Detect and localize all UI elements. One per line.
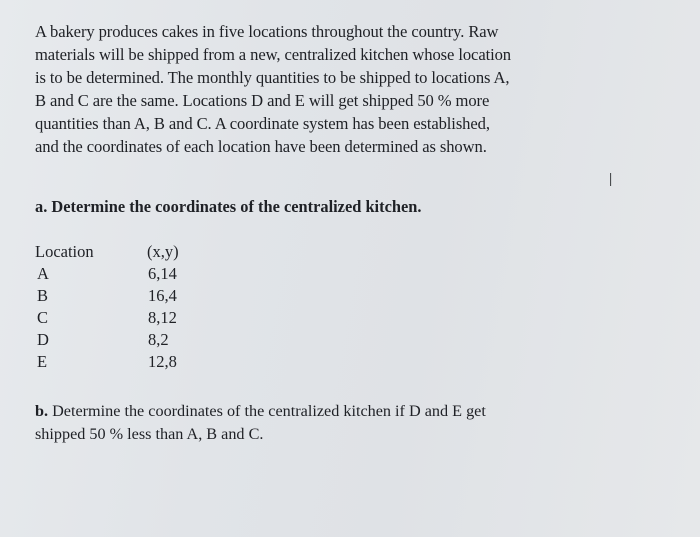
question-b-line	[35, 400, 486, 423]
question-a: a. Determine the coordinates of the centralized kitchen.	[35, 197, 422, 216]
question-b-label: b.	[35, 402, 49, 420]
coords-cell: 8,2	[148, 330, 169, 349]
question-b-text: Determine the coordinates of the centralized kitchen if D and E get	[48, 402, 486, 420]
problem-line: A bakery produces cakes in five locations throughout the country. Raw	[35, 22, 499, 41]
table-row	[35, 263, 208, 285]
table-row	[35, 329, 208, 351]
question-b-line: shipped 50 % less than A, B and C.	[35, 425, 264, 443]
location-cell: A	[37, 264, 49, 283]
location-table	[35, 241, 208, 373]
problem-line: is to be determined. The monthly quantities to be shipped to locations A,	[35, 68, 510, 87]
problem-line: materials will be shipped from a new, centralized kitchen whose location	[35, 45, 512, 64]
coords-cell: 6,14	[148, 264, 177, 283]
coords-cell: 8,12	[148, 308, 177, 327]
table-header-row	[35, 241, 208, 263]
problem-line: B and C are the same. Locations D and E will get shipped 50 % more	[35, 91, 490, 110]
location-cell: C	[37, 308, 49, 327]
coords-cell: 16,4	[148, 286, 177, 305]
problem-line: quantities than A, B and C. A coordinate system has been established,	[35, 114, 490, 133]
table-row	[35, 285, 208, 307]
text-cursor-icon: I	[608, 170, 614, 191]
problem-statement	[35, 20, 650, 158]
table-row	[35, 351, 208, 373]
location-cell: D	[37, 330, 49, 349]
column-header-location: Location	[35, 242, 94, 261]
location-cell: B	[37, 286, 49, 305]
column-header-coords: (x,y)	[147, 242, 179, 261]
question-b	[35, 400, 486, 446]
table-row	[35, 307, 208, 329]
location-cell: E	[37, 352, 48, 371]
coords-cell: 12,8	[148, 352, 177, 371]
problem-line: and the coordinates of each location have been determined as shown.	[35, 137, 487, 156]
